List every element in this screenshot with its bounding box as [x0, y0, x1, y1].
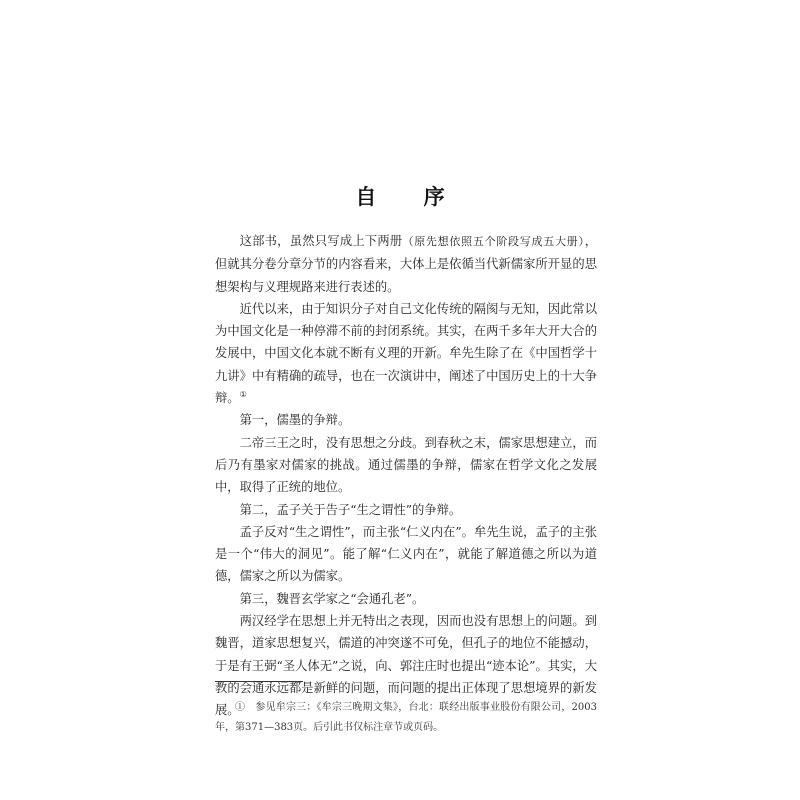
paragraph-2 [215, 298, 597, 409]
footnote: ① 参见牟宗三：《牟宗三晚期文集》，台北：联经出版事业股份有限公司，2003年，第371—383页。后引此书仅标注章节或页码。 [215, 702, 597, 733]
paragraph-1 [215, 230, 597, 298]
paragraph-4: 二帝三王之时，没有思想之分歧。到春秋之末，儒家思想建立，而后乃有墨家对儒家的挑战。通过儒墨的争辩，儒家在哲学文化之发展中，取得了正统的地位。 [215, 435, 597, 495]
paragraph-8: 两汉经学在思想上并无特出之表现，因而也没有思想上的问题。到魏晋，道家思想复兴，儒道的冲突遂不可免，但孔子的地位不能撼动，于是有王弼“圣人体无”之说，向、郭注庄时也提出“迹本论”。其实，大教的会通永远都是新鲜的问题，而问题的提出正体现了思想境界的新发展。 [215, 614, 597, 718]
footnote-ref[interactable]: ① [239, 389, 247, 399]
page-title: 自 序 [355, 184, 465, 210]
paragraph-1-note: （原先想依照五个阶段写成五大册） [402, 235, 585, 248]
body-text [215, 230, 597, 722]
paragraph-2-text: 近代以来，由于知识分子对自己文化传统的隔阂与无知，因此常以为中国文化是一种停滞不前的封闭系统。其实，在两千多年大开大合的发展中，中国文化本就不断有义理的开新。牟先生除了在《中国哲学十九讲》中有精确的疏导，也在一次演讲中，阐述了中国历史上的十大争辩。 [215, 301, 597, 406]
paragraph-1-text: 这部书，虽然只写成上下两册 [239, 234, 403, 248]
paragraph-5: 第二，孟子关于告子“生之谓性”的争辩。 [239, 502, 462, 517]
footnote-divider [215, 681, 303, 682]
paragraph-7: 第三，魏晋玄学家之“会通孔老”。 [239, 591, 425, 606]
paragraph-1-text-end: ，但就其分卷分章分节的内容看来，大体上是依循当代新儒家所开显的思想架构与义理规路来进行表述的。 [215, 234, 597, 294]
paragraph-6: 孟子反对“生之谓性”，而主张“仁义内在”。牟先生说，孟子的主张是一个“伟大的洞见”。能了解“仁义内在”，就能了解道德之所以为道德，儒家之所以为儒家。 [215, 524, 597, 584]
paragraph-3: 第一，儒墨的争辩。 [239, 413, 351, 428]
